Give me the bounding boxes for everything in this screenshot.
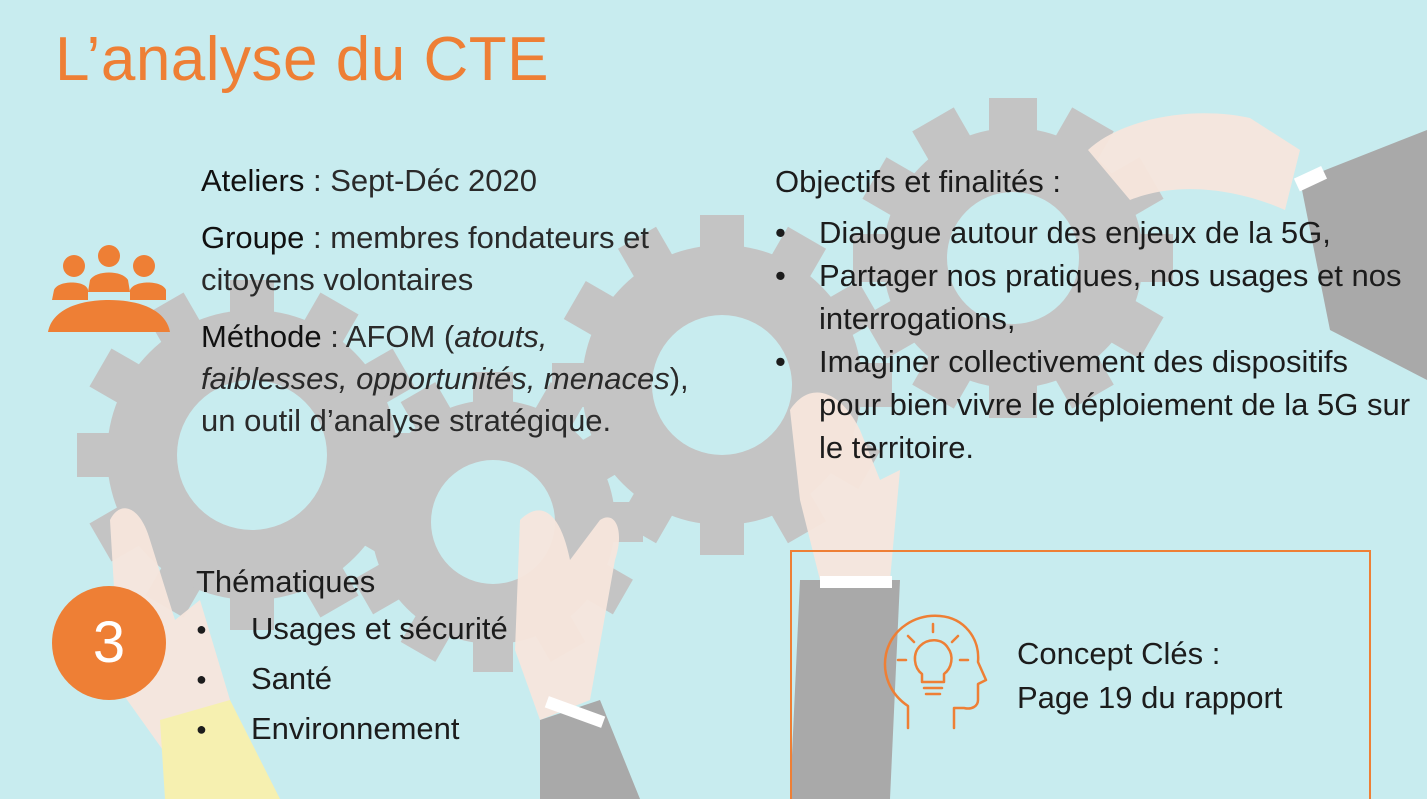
ateliers-line — [201, 160, 691, 202]
thematiques-heading: Thématiques — [196, 564, 376, 599]
groupe-label: Groupe — [201, 220, 305, 255]
thematiques-list — [196, 604, 616, 754]
groupe-value: : membres fondateurs et citoyens volontaires — [201, 220, 650, 297]
objectif-item: • Partager nos pratiques, nos usages et nos interrogations, — [775, 254, 1415, 340]
group-meeting-icon — [48, 244, 170, 332]
thematique-item: ● Usages et sécurité — [196, 604, 616, 654]
thematiques-count-badge: 3 — [52, 586, 166, 700]
methode-italic: atouts, faiblesses, opportunités, menaces — [201, 319, 670, 396]
methode-label: Méthode — [201, 319, 322, 354]
concept-subtitle: Page 19 du rapport — [1017, 680, 1283, 715]
concept-title: Concept Clés : — [1017, 636, 1221, 671]
methode-prefix: : AFOM ( — [321, 319, 455, 354]
groupe-line — [201, 217, 691, 301]
thematique-item: ● Environnement — [196, 704, 616, 754]
head-lightbulb-icon — [878, 610, 988, 730]
objectif-item: • Dialogue autour des enjeux de la 5G, — [775, 211, 1415, 254]
objectifs-section — [775, 160, 1415, 469]
thematique-item: ● Santé — [196, 654, 616, 704]
objectifs-heading: Objectifs et finalités : — [775, 164, 1062, 199]
objectif-item: • Imaginer collectivement des dispositifs pour bien vivre le déploiement de la 5G sur le territoire. — [775, 340, 1415, 469]
thematiques-section — [196, 560, 616, 754]
methode-line — [201, 316, 691, 442]
concept-box — [790, 550, 1371, 799]
ateliers-value: : Sept-Déc 2020 — [304, 163, 538, 198]
concept-text — [1017, 632, 1282, 720]
ateliers-label: Ateliers — [201, 163, 305, 198]
methode-suffix: ), un outil d’analyse stratégique. — [201, 361, 689, 438]
atelier-info — [201, 160, 691, 457]
objectifs-list — [775, 211, 1415, 469]
page-title: L’analyse du CTE — [55, 25, 549, 94]
